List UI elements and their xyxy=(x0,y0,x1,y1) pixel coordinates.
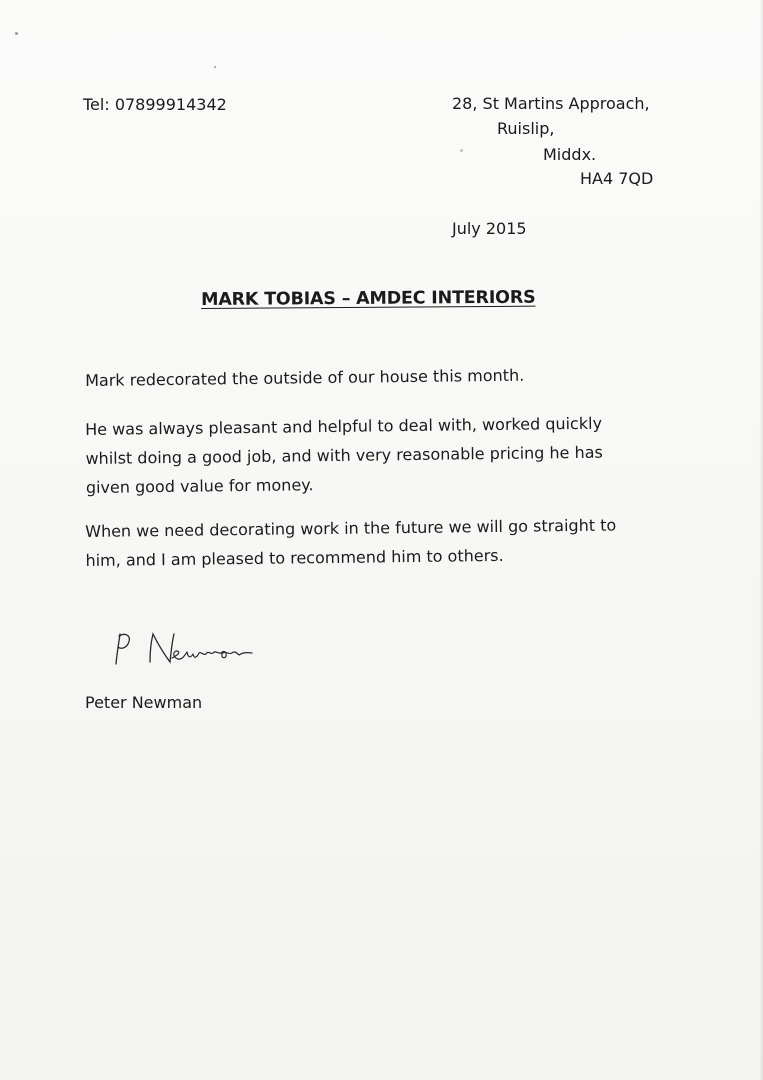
paragraph-1 xyxy=(85,359,685,395)
paragraph-1-line: Mark redecorated the outside of our house this month. xyxy=(85,365,525,390)
letter-title: MARK TOBIAS – AMDEC INTERIORS xyxy=(201,287,536,310)
paragraph-2 xyxy=(85,408,686,502)
paragraph-2-line: given good value for money. xyxy=(85,475,314,497)
page-edge-shadow xyxy=(759,0,763,1080)
scan-speck xyxy=(460,149,463,152)
paragraph-2-line: He was always pleasant and helpful to deal with, worked quickly xyxy=(85,413,603,439)
paragraph-2-line: whilst doing a good job, and with very reasonable pricing he has xyxy=(85,442,603,468)
address-line-1: 28, St Martins Approach, xyxy=(452,94,650,113)
address-line-3: Middx. xyxy=(543,145,597,164)
letter-date: July 2015 xyxy=(452,219,527,238)
handwritten-signature xyxy=(108,622,258,672)
scan-speck xyxy=(214,66,216,68)
signatory-name: Peter Newman xyxy=(85,693,203,712)
address-line-2: Ruislip, xyxy=(497,119,555,138)
paragraph-3 xyxy=(85,510,686,575)
telephone-number: Tel: 07899914342 xyxy=(83,95,227,114)
paragraph-3-line: him, and I am pleased to recommend him to others. xyxy=(85,545,504,570)
paragraph-3-line: When we need decorating work in the future we will go straight to xyxy=(85,515,617,541)
scan-speck xyxy=(15,32,18,35)
address-line-4: HA4 7QD xyxy=(580,169,654,188)
